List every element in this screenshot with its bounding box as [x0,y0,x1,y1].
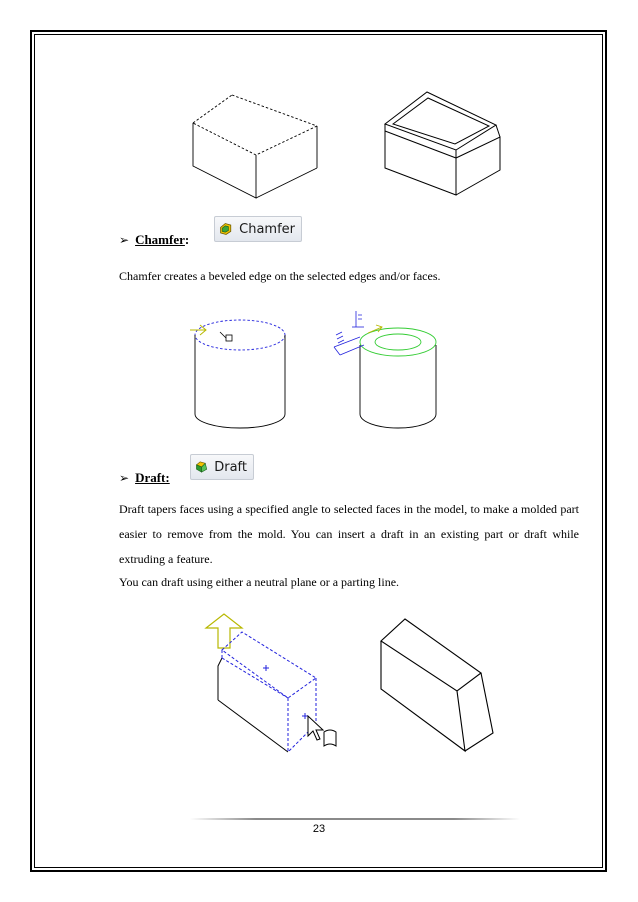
chamfer-heading-label: Chamfer [135,232,185,247]
chamfer-heading-colon: : [184,232,190,247]
draft-button-label: Draft [214,459,247,475]
draft-icon [195,458,208,476]
chamfer-description: Chamfer creates a beveled edge on the selected edges and/or faces. [119,269,441,283]
draft-box-before-figure [200,612,350,780]
draft-description-paragraph: Draft tapers faces using a specified angle to selected faces in the model, to make a molded part easier to remove from the mold. You can insert a draft in an existing part or draft while extruding a feature. [119,502,579,566]
fillet-box-before-figure [185,90,325,200]
draft-heading [119,470,170,486]
bullet-arrow-icon: ➢ [119,232,130,247]
chamfer-button[interactable] [214,216,302,242]
chamfer-heading [119,232,189,248]
draft-box-after-figure [375,615,500,755]
bullet-arrow-icon: ➢ [119,470,130,485]
page-number: 23 [312,823,326,835]
draft-neutral-plane-sentence: You can draft using either a neutral plane or a parting line. [119,575,400,589]
footer-divider [190,818,520,820]
cylinder-chamfered-figure [330,307,442,430]
chamfer-button-label: Chamfer [239,221,295,237]
fillet-box-after-figure [382,88,507,198]
cylinder-selected-edge-figure [188,310,298,430]
chamfer-icon [219,220,233,238]
draft-button[interactable] [190,454,254,480]
draft-heading-label: Draft: [135,470,170,485]
